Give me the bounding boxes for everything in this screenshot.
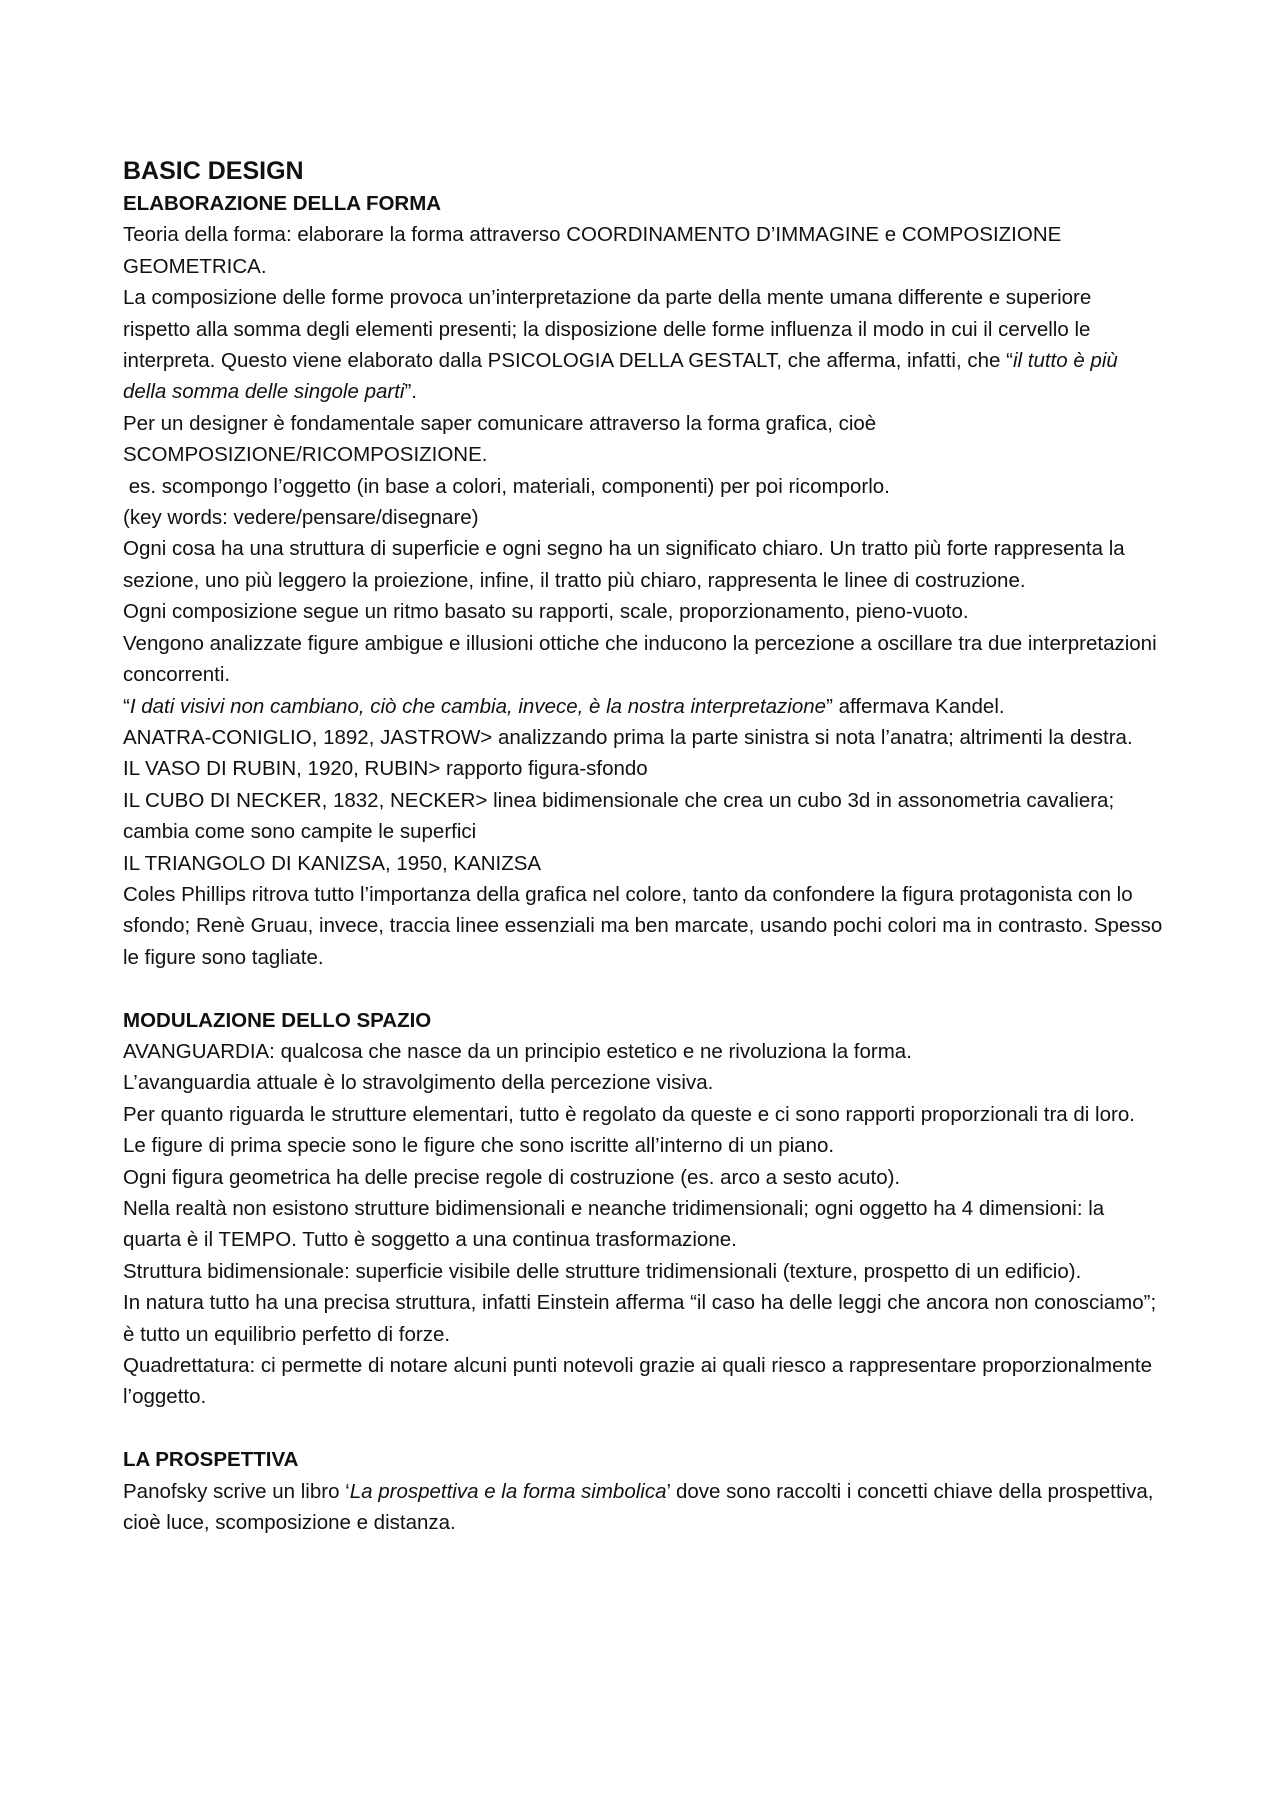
paragraph: es. scompongo l’oggetto (in base a colori, materiali, componenti) per poi ricomporlo. [123, 474, 890, 498]
paragraph: Panofsky scrive un libro ‘La prospettiva e la forma simbolica’ dove sono raccolti i concetti chiave della prospettiva, cioè luce, scomposizione e distanza. [123, 1479, 1154, 1535]
paragraph: IL CUBO DI NECKER, 1832, NECKER> linea bidimensionale che crea un cubo 3d in assonometria cavaliera; cambia come sono campite le superfici [123, 788, 1115, 844]
paragraph: Coles Phillips ritrova tutto l’importanza della grafica nel colore, tanto da confondere la figura protagonista con lo sfondo; Renè Gruau, invece, traccia linee essenziali ma ben marcate, usando pochi colori ma in contrasto. Spesso le figure sono tagliate. [123, 882, 1163, 969]
paragraph: Quadrettatura: ci permette di notare alcuni punti notevoli grazie ai quali riesco a rappresentare proporzionalmente l’oggetto. [123, 1354, 1153, 1409]
paragraph: Struttura bidimensionale: superficie visibile delle strutture tridimensionali (texture, prospetto di un edificio). [123, 1259, 1082, 1283]
paragraph: Nella realtà non esistono strutture bidimensionali e neanche tridimensionali; ogni oggetto ha 4 dimensioni: la quarta è il TEMPO. Tutto è soggetto a una continua trasformazione. [123, 1196, 1105, 1252]
paragraph: La composizione delle forme provoca un’interpretazione da parte della mente umana differente e superiore rispetto alla somma degli elementi presenti; la disposizione delle forme influenza il modo in cui il cervello le interpreta. Questo viene elaborato dalla PSICOLOGIA DELLA GESTALT, che afferma, infatti, che “il tutto è più della somma delle singole parti”. [123, 286, 1118, 404]
paragraph: (key words: vedere/pensare/disegnare) [123, 506, 479, 530]
section-heading: LA PROSPETTIVA [123, 1448, 299, 1472]
paragraph: Per quanto riguarda le strutture elementari, tutto è regolato da queste e ci sono rapporti proporzionali tra di loro. [123, 1102, 1135, 1126]
document-title: BASIC DESIGN [123, 157, 304, 185]
spacer [123, 973, 1163, 1004]
paragraph: “I dati visivi non cambiano, ciò che cambia, invece, è la nostra interpretazione” affermava Kandel. [123, 694, 1005, 718]
italic-book-title: La prospettiva e la forma simbolica [349, 1479, 667, 1503]
document-page [123, 154, 1163, 1538]
italic-quote: il tutto è più della somma delle singole parti [123, 349, 1118, 404]
paragraph: IL VASO DI RUBIN, 1920, RUBIN> rapporto figura-sfondo [123, 757, 648, 781]
section-heading: MODULAZIONE DELLO SPAZIO [123, 1008, 432, 1032]
paragraph: Teoria della forma: elaborare la forma attraverso COORDINAMENTO D’IMMAGINE e COMPOSIZIONE GEOMETRICA. [123, 223, 1062, 278]
paragraph: Per un designer è fondamentale saper comunicare attraverso la forma grafica, cioè SCOMPOSIZIONE/RICOMPOSIZIONE. [123, 411, 877, 467]
paragraph: In natura tutto ha una precisa struttura, infatti Einstein afferma “il caso ha delle leggi che ancora non conosciamo”; è tutto un equilibrio perfetto di forze. [123, 1291, 1157, 1346]
paragraph: L’avanguardia attuale è lo stravolgimento della percezione visiva. [123, 1071, 714, 1095]
paragraph: IL TRIANGOLO DI KANIZSA, 1950, KANIZSA [123, 851, 542, 875]
paragraph: Le figure di prima specie sono le figure che sono iscritte all’interno di un piano. [123, 1134, 835, 1158]
paragraph: Ogni cosa ha una struttura di superficie e ogni segno ha un significato chiaro. Un tratto più forte rappresenta la sezione, uno più leggero la proiezione, infine, il tratto più chiaro, rappresenta le linee di costruzione. [123, 537, 1125, 592]
section-heading: ELABORAZIONE DELLA FORMA [123, 192, 442, 215]
spacer [123, 1413, 1163, 1444]
paragraph: AVANGUARDIA: qualcosa che nasce da un principio estetico e ne rivoluziona la forma. [123, 1039, 912, 1063]
paragraph: Vengono analizzate figure ambigue e illusioni ottiche che inducono la percezione a oscillare tra due interpretazioni concorrenti. [123, 631, 1157, 687]
paragraph: ANATRA-CONIGLIO, 1892, JASTROW> analizzando prima la parte sinistra si nota l’anatra; altrimenti la destra. [123, 725, 1133, 749]
paragraph: Ogni composizione segue un ritmo basato su rapporti, scale, proporzionamento, pieno-vuoto. [123, 600, 969, 624]
paragraph: Ogni figura geometrica ha delle precise regole di costruzione (es. arco a sesto acuto). [123, 1165, 901, 1189]
italic-quote: I dati visivi non cambiano, ciò che cambia, invece, è la nostra interpretazione [129, 694, 827, 718]
